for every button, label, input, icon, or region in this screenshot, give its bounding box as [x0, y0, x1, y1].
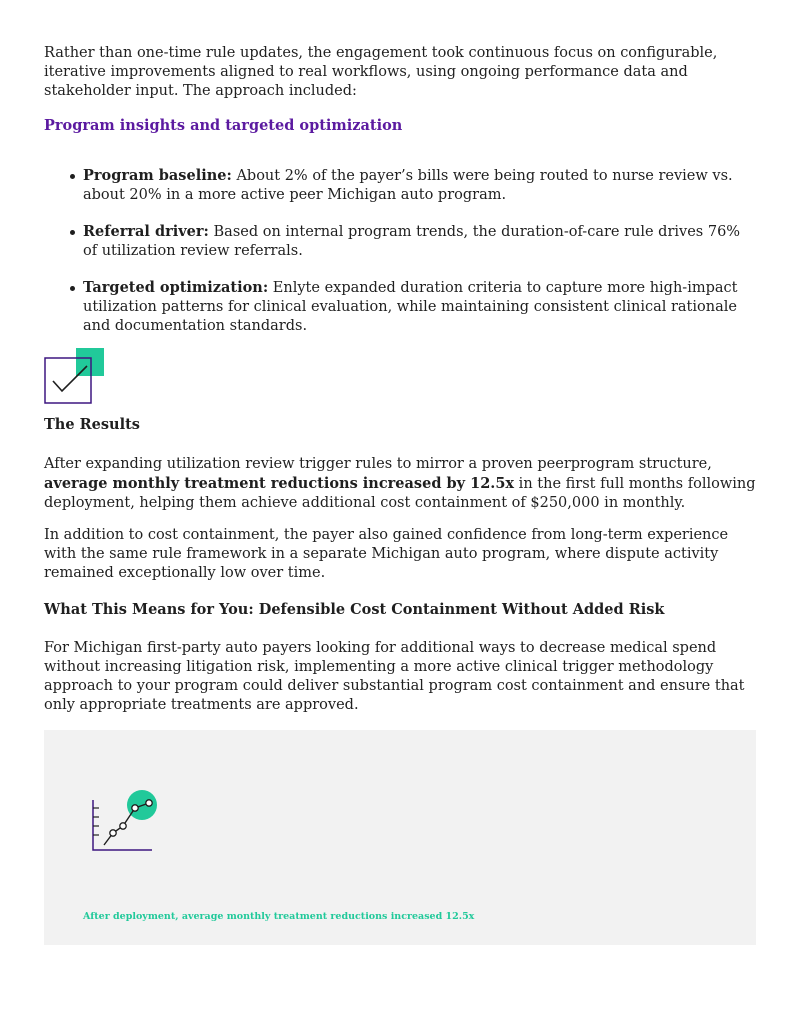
results-p1-after: in the first full months following deployment, helping them achieve additional cost containment of $250,000 in monthly.: [44, 476, 756, 511]
results-heading: The Results: [44, 416, 140, 433]
list-item-referral-driver: [83, 222, 756, 261]
list-item-program-baseline: [83, 166, 756, 205]
bullet-label: Referral driver:: [83, 223, 209, 240]
bullet-label: Targeted optimization:: [83, 279, 269, 296]
results-paragraph-1: [44, 455, 756, 513]
growth-chart-icon: [90, 788, 160, 854]
program-insights-heading: Program insights and targeted optimization: [44, 117, 403, 134]
means-paragraph: For Michigan first-party auto payers looking for additional ways to decrease medical spend without increasing litigation risk, implementing a more active clinical trigger methodology approach to your program could deliver substantial program cost containment and ensure that only appropriate treatments are approved.: [44, 640, 745, 713]
results-p1-before: After expanding utilization review trigger rules to mirror a proven peerprogram structure,: [44, 456, 712, 472]
intro-paragraph: Rather than one-time rule updates, the engagement took continuous focus on configurable, iterative improvements aligned to real workflows, using ongoing performance data and stakeholder input. The approach included:: [44, 45, 718, 99]
program-insights-list: [44, 166, 756, 353]
list-item-targeted-optimization: [83, 278, 756, 336]
bullet-text: About 2% of the payer’s bills were being routed to nurse review vs. about 20% in a more active peer Michigan auto program.: [83, 168, 733, 203]
checkbox-check-icon: [44, 347, 106, 405]
bullet-label: Program baseline:: [83, 167, 232, 184]
results-callout: [44, 730, 756, 945]
bullet-text: Enlyte expanded duration criteria to capture more high-impact utilization patterns for clinical evaluation, while maintaining consistent clinical rationale and documentation standards.: [83, 280, 738, 334]
means-heading: What This Means for You: Defensible Cost Containment Without Added Risk: [44, 601, 665, 618]
results-paragraph-2: In addition to cost containment, the payer also gained confidence from long-term experience with the same rule framework in a separate Michigan auto program, where dispute activity remained exceptionally low over time.: [44, 527, 729, 581]
callout-caption: After deployment, average monthly treatment reductions increased 12.5x: [83, 911, 475, 922]
bullet-text: Based on internal program trends, the duration-of-care rule drives 76% of utilization review referrals.: [83, 224, 741, 259]
results-p1-highlight: average monthly treatment reductions increased by 12.5x: [44, 475, 515, 492]
